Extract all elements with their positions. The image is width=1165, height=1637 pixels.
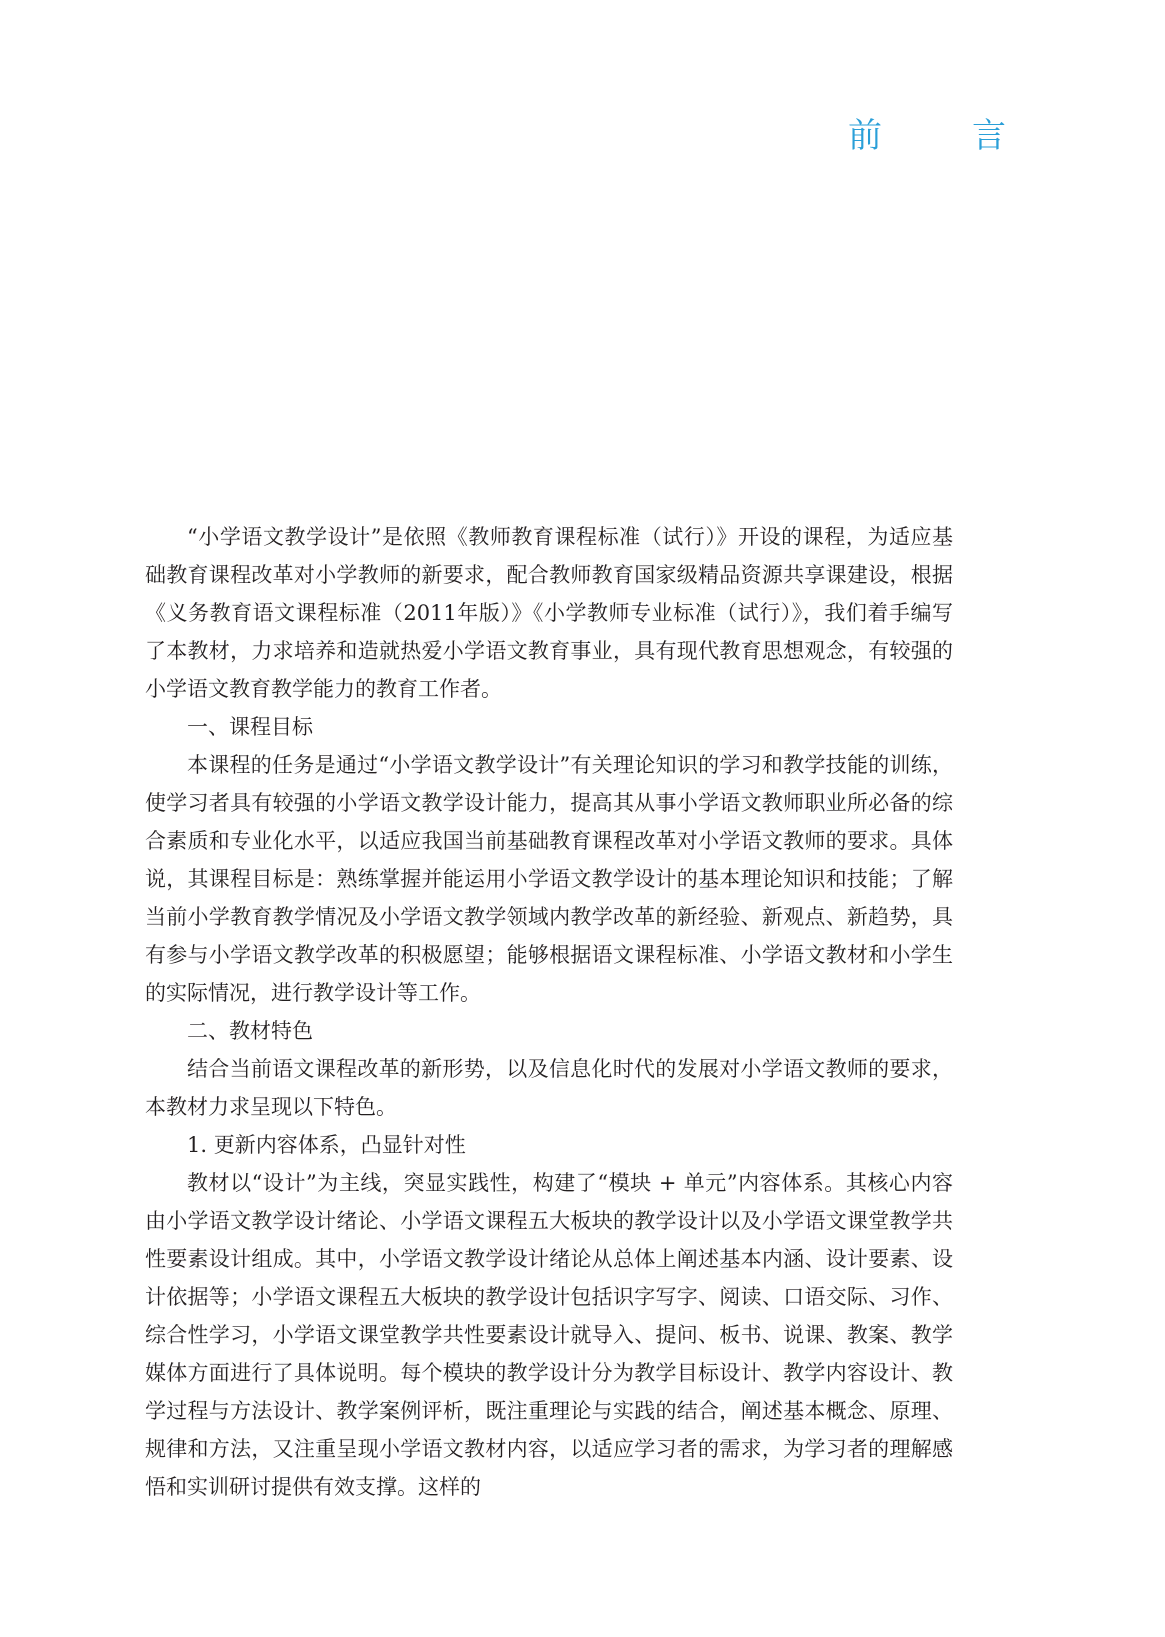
preface-body xyxy=(145,518,953,1506)
intro-paragraph: “小学语文教学设计”是依照《教师教育课程标准（试行）》开设的课程，为适应基础教育课程改革对小学教师的新要求，配合教师教育国家级精品资源共享课建设，根据《义务教育语文课程标准（2011年版）》《小学教师专业标准（试行）》，我们着手编写了本教材，力求培养和造就热爱小学语文教育事业，具有现代教育思想观念，有较强的小学语文教育教学能力的教育工作者。 xyxy=(145,525,953,701)
page-title: 前 言 xyxy=(848,116,1034,156)
section-heading-textbook-features: 二、教材特色 xyxy=(187,1019,313,1043)
subheading-feature-1: 1. 更新内容体系，凸显针对性 xyxy=(187,1133,466,1157)
course-goals-paragraph: 本课程的任务是通过“小学语文教学设计”有关理论知识的学习和教学技能的训练，使学习者具有较强的小学语文教学设计能力，提高其从事小学语文教师职业所必备的综合素质和专业化水平，以适应我国当前基础教育课程改革对小学语文教师的要求。具体说，其课程目标是：熟练掌握并能运用小学语文教学设计的基本理论知识和技能；了解当前小学教育教学情况及小学语文教学领域内教学改革的新经验、新观点、新趋势，具有参与小学语文教学改革的积极愿望；能够根据语文课程标准、小学语文教材和小学生的实际情况，进行教学设计等工作。 xyxy=(145,753,953,1005)
feature-1-paragraph: 教材以“设计”为主线，突显实践性，构建了“模块 + 单元”内容体系。其核心内容由小学语文教学设计绪论、小学语文课程五大板块的教学设计以及小学语文课堂教学共性要素设计组成。其中，小学语文教学设计绪论从总体上阐述基本内涵、设计要素、设计依据等；小学语文课程五大板块的教学设计包括识字写字、阅读、口语交际、习作、综合性学习，小学语文课堂教学共性要素设计就导入、提问、板书、说课、教案、教学媒体方面进行了具体说明。每个模块的教学设计分为教学目标设计、教学内容设计、教学过程与方法设计、教学案例评析，既注重理论与实践的结合，阐述基本概念、原理、规律和方法，又注重呈现小学语文教材内容，以适应学习者的需求，为学习者的理解感悟和实训研讨提供有效支撑。这样的 xyxy=(145,1171,953,1499)
features-intro-paragraph: 结合当前语文课程改革的新形势，以及信息化时代的发展对小学语文教师的要求，本教材力求呈现以下特色。 xyxy=(145,1057,953,1119)
section-heading-course-goals: 一、课程目标 xyxy=(187,715,313,739)
